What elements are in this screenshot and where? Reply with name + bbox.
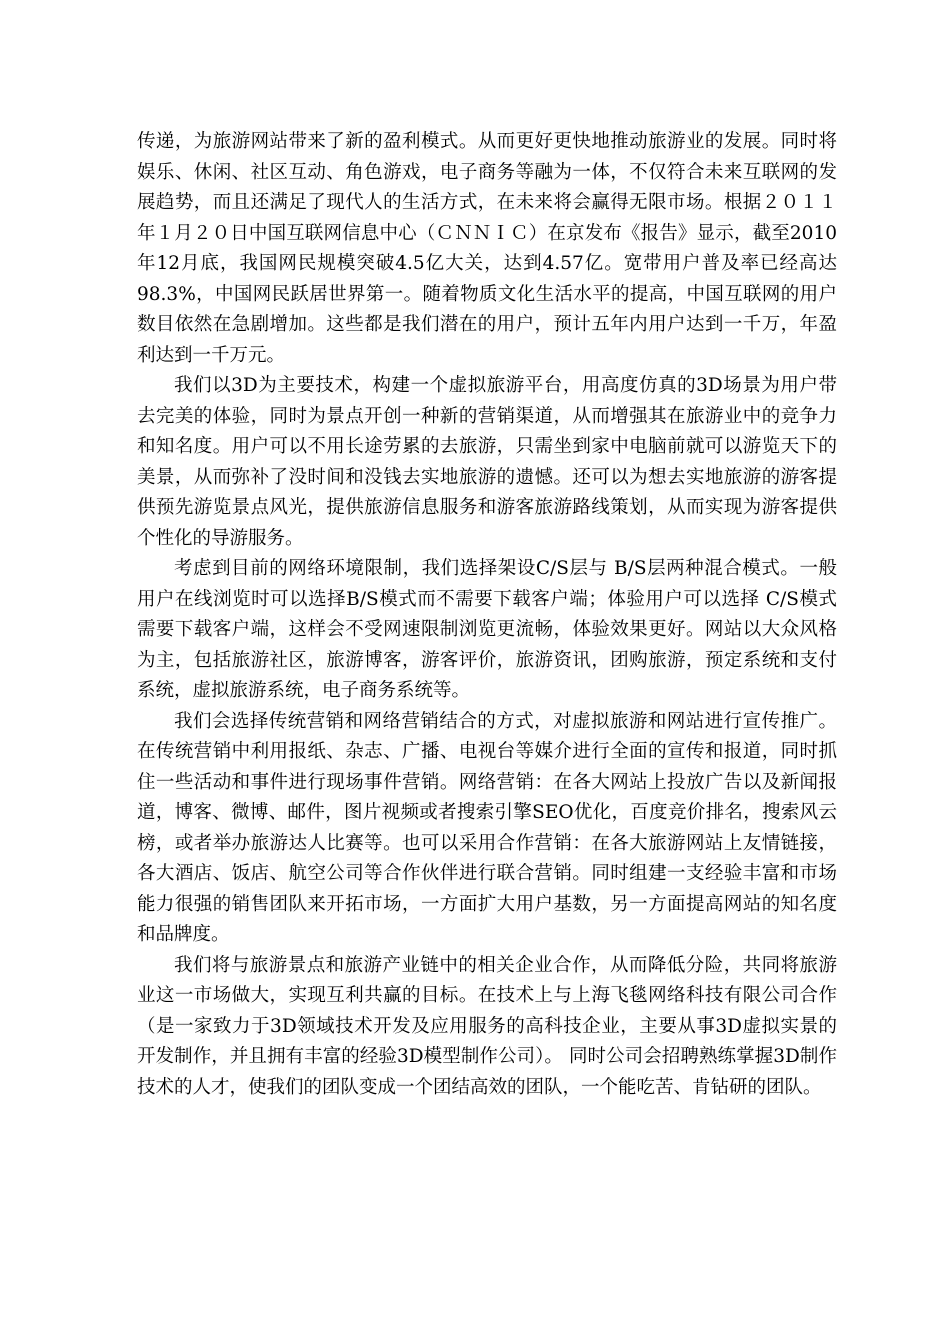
paragraph-1: 传递，为旅游网站带来了新的盈利模式。从而更好更快地推动旅游业的发展。同时将娱乐、休闲、社区互动、角色游戏，电子商务等融为一体，不仅符合未来互联网的发展趋势，而且还满足了现代人的生活方式，在未来将会赢得无限市场。根据２０１１年１月２０日中国互联网信息中心（ＣＮＮＩＣ）在京发布《报告》显示，截至2010年12月底，我国网民规模突破4.5亿大关，达到4.57亿。宽带用户普及率已经高达98.3%，中国网民跃居世界第一。随着物质文化生活水平的提高，中国互联网的用户数目依然在急剧增加。这些都是我们潜在的用户，预计五年内用户达到一千万，年盈利达到一千万元。 [137,131,837,366]
paragraph-5: 我们将与旅游景点和旅游产业链中的相关企业合作，从而降低分险，共同将旅游业这一市场做大，实现互利共赢的目标。在技术上与上海飞毯网络科技有限公司合作（是一家致力于3D领域技术开发及应用服务的高科技企业，主要从事3D虚拟实景的开发制作，并且拥有丰富的经验3D模型制作公司）。 同时公司会招聘熟练掌握3D制作技术的人才，使我们的团队变成一个团结高效的团队，一个能吃苦、肯钻研的团队。 [137,954,837,1098]
paragraph-4: 我们会选择传统营销和网络营销结合的方式，对虚拟旅游和网站进行宣传推广。在传统营销中利用报纸、杂志、广播、电视台等媒介进行全面的宣传和报道，同时抓住一些活动和事件进行现场事件营销。网络营销：在各大网站上投放广告以及新闻报道，博客、微博、邮件，图片视频或者搜索引擎SEO优化，百度竞价排名，搜索风云榜，或者举办旅游达人比赛等。也可以采用合作营销：在各大旅游网站上友情链接，各大酒店、饭店、航空公司等合作伙伴进行联合营销。同时组建一支经验丰富和市场能力很强的销售团队来开拓市场，一方面扩大用户基数，另一方面提高网站的知名度和品牌度。 [137,710,837,945]
document-page [137,127,837,1103]
paragraph-3: 考虑到目前的网络环境限制，我们选择架设C/S层与 B/S层两种混合模式。一般用户在线浏览时可以选择B/S模式而不需要下载客户端；体验用户可以选择 C/S模式需要下载客户端，这样会不受网速限制浏览更流畅，体验效果更好。网站以大众风格为主，包括旅游社区，旅游博客，游客评价，旅游资讯，团购旅游，预定系统和支付系统，虚拟旅游系统，电子商务系统等。 [137,558,837,701]
paragraph-2: 我们以3D为主要技术，构建一个虚拟旅游平台，用高度仿真的3D场景为用户带去完美的体验，同时为景点开创一种新的营销渠道，从而增强其在旅游业中的竞争力和知名度。用户可以不用长途劳累的去旅游，只需坐到家中电脑前就可以游览天下的美景，从而弥补了没时间和没钱去实地旅游的遗憾。还可以为想去实地旅游的游客提供预先游览景点风光，提供旅游信息服务和游客旅游路线策划，从而实现为游客提供个性化的导游服务。 [137,375,837,549]
